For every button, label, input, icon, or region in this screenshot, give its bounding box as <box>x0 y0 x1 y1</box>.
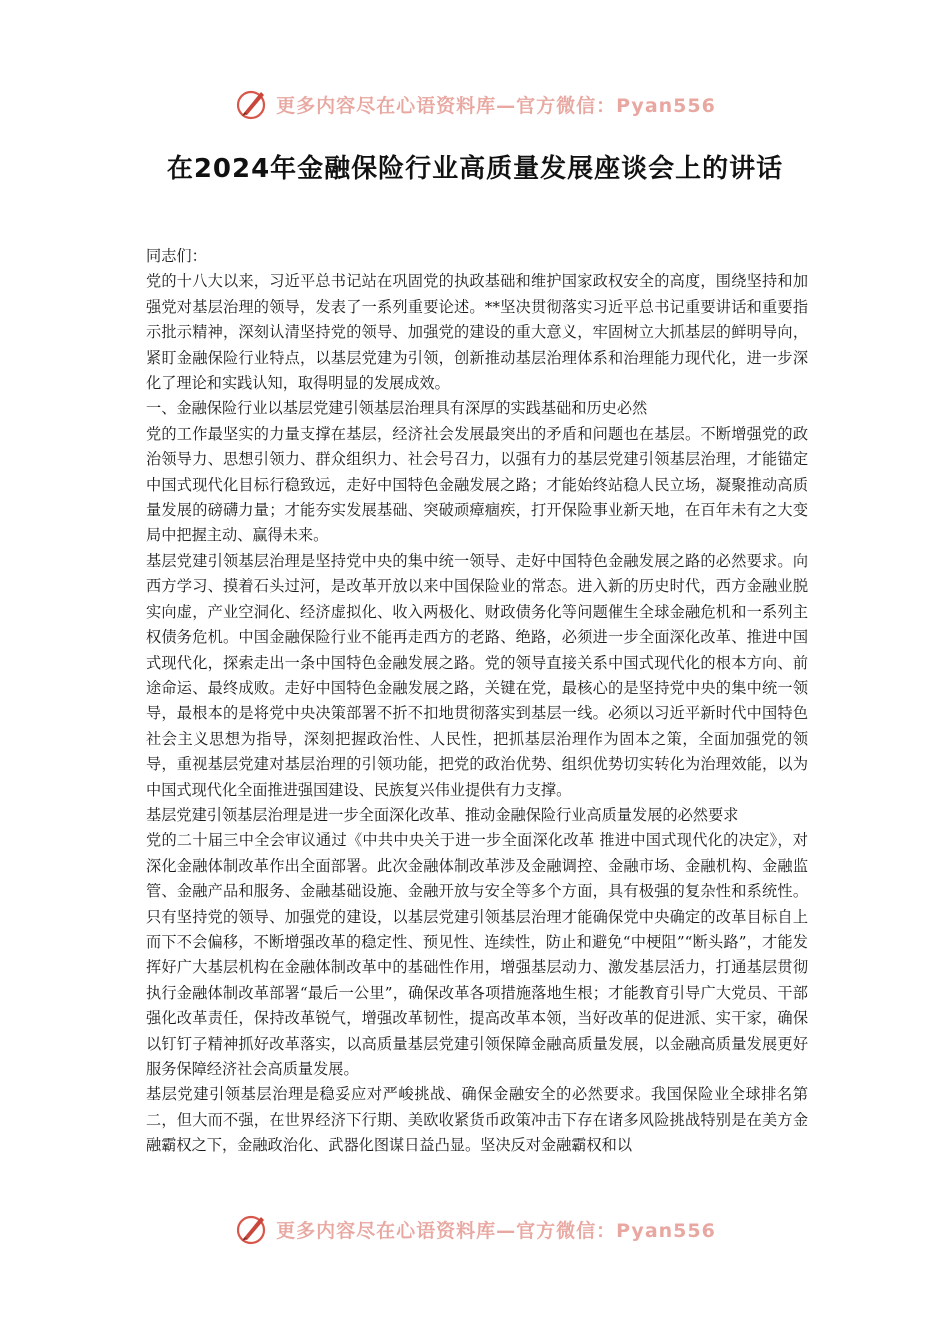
body-paragraph: 党的十八大以来，习近平总书记站在巩固党的执政基础和维护国家政权安全的高度，围绕坚持和加强党对基层治理的领导，发表了一系列重要论述。**坚决贯彻落实习近平总书记重要讲话和重要指示批示精神，深刻认清坚持党的领导、加强党的建设的重大意义，牢固树立大抓基层的鲜明导向，紧盯金融保险行业特点，以基层党建为引领，创新推动基层治理体系和治理能力现代化，进一步深化了理论和实践认知，取得明显的发展成效。 <box>146 272 808 393</box>
body-paragraph: 基层党建引领基层治理是坚持党中央的集中统一领导、走好中国特色金融发展之路的必然要求。向西方学习、摸着石头过河，是改革开放以来中国保险业的常态。进入新的历史时代，西方金融业脱实向虚，产业空洞化、经济虚拟化、收入两极化、财政债务化等问题催生全球金融危机和一系列主权债务危机。中国金融保险行业不能再走西方的老路、绝路，必须进一步全面深化改革、推进中国式现代化，探索走出一条中国特色金融发展之路。党的领导直接关系中国式现代化的根本方向、前途命运、最终成败。走好中国特色金融发展之路，关键在党，最核心的是坚持党中央的集中统一领导，最根本的是将党中央决策部署不折不扣地贯彻落实到基层一线。必须以习近平新时代中国特色社会主义思想为指导，深刻把握政治性、人民性，把抓基层治理作为固本之策，全面加强党的领导，重视基层党建对基层治理的引领功能，把党的政治优势、组织优势切实转化为治理效能，以为中国式现代化全面推进强国建设、民族复兴伟业提供有力支撑。 <box>146 551 808 799</box>
watermark-text: 更多内容尽在心语资料库—官方微信：Pyan556 <box>276 94 716 117</box>
subsection-heading: 基层党建引领基层治理是进一步全面深化改革、推动金融保险行业高质量发展的必然要求 <box>146 805 739 824</box>
section-heading: 一、金融保险行业以基层党建引领基层治理具有深厚的实践基础和历史必然 <box>146 399 648 418</box>
document-body <box>146 244 808 1159</box>
body-paragraph: 党的二十届三中全会审议通过《中共中央关于进一步全面深化改革 推进中国式现代化的决定》，对深化金融体制改革作出全面部署。此次金融体制改革涉及金融调控、金融市场、金融机构、金融监管、金融产品和服务、金融基础设施、金融开放与安全等多个方面，具有极强的复杂性和系统性。只有坚持党的领导、加强党的建设，以基层党建引领基层治理才能确保党中央确定的改革目标自上而下不会偏移，不断增强改革的稳定性、预见性、连续性，防止和避免“中梗阻”“断头路”，才能发挥好广大基层机构在金融体制改革中的基础性作用，增强基层动力、激发基层活力，打通基层贯彻执行金融体制改革部署“最后一公里”，确保改革各项措施落地生根；才能教育引导广大党员、干部强化改革责任，保持改革锐气，增强改革韧性，提高改革本领，当好改革的促进派、实干家，确保以钉钉子精神抓好改革落实，以高质量基层党建引领保障金融高质量发展，以金融高质量发展更好服务保障经济社会高质量发展。 <box>146 831 808 1078</box>
body-paragraph: 基层党建引领基层治理是稳妥应对严峻挑战、确保金融安全的必然要求。我国保险业全球排名第二，但大而不强，在世界经济下行期、美欧收紧货币政策冲击下存在诸多风险挑战特别是在美方金融霸权之下，金融政治化、武器化图谋日益凸显。坚决反对金融霸权和以 <box>146 1085 808 1155</box>
body-paragraph: 党的工作最坚实的力量支撑在基层，经济社会发展最突出的矛盾和问题也在基层。不断增强党的政治领导力、思想引领力、群众组织力、社会号召力，以强有力的基层党建引领基层治理，才能锚定中国式现代化目标行稳致远，走好中国特色金融发展之路；才能始终站稳人民立场，凝聚推动高质量发展的磅礴力量；才能夯实发展基础、突破顽瘴痼疾，打开保险事业新天地，在百年未有之大变局中把握主动、赢得未来。 <box>146 424 808 545</box>
document-title: 在2024年金融保险行业高质量发展座谈会上的讲话 <box>166 154 784 184</box>
header-watermark-banner <box>0 84 950 124</box>
watermark-text: 更多内容尽在心语资料库—官方微信：Pyan556 <box>276 1219 716 1242</box>
quill-pen-icon <box>234 1211 270 1247</box>
salutation: 同志们： <box>146 247 207 265</box>
footer-watermark-banner <box>0 1209 950 1249</box>
quill-pen-icon <box>234 86 270 122</box>
